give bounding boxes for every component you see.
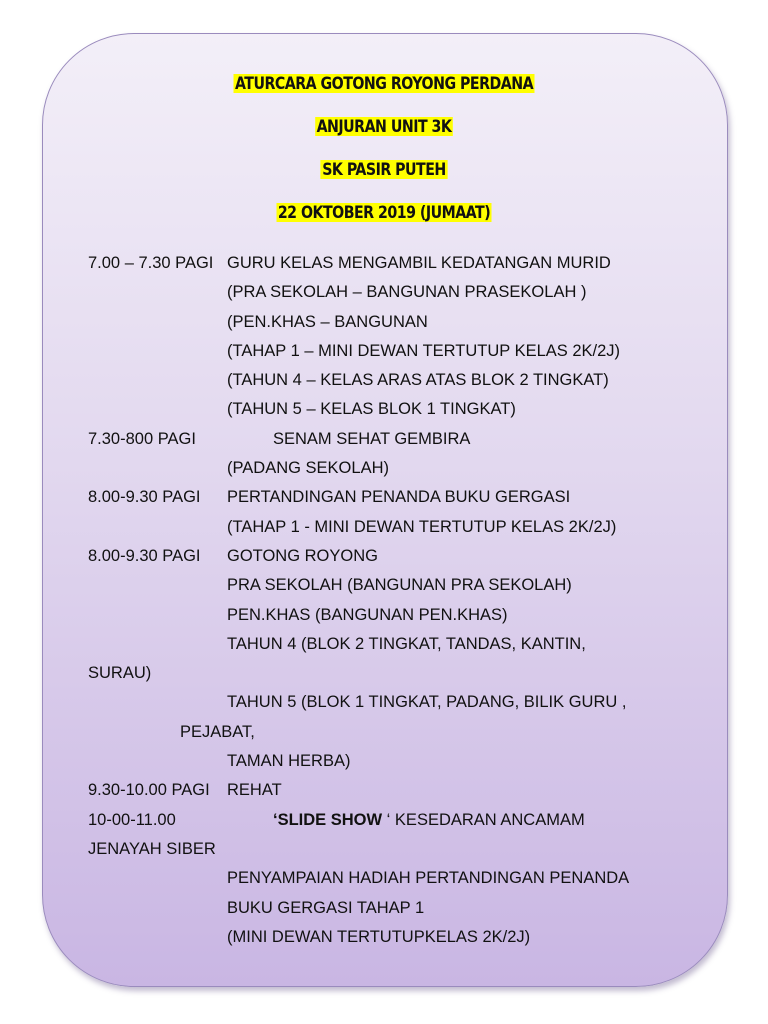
schedule-text: (TAHAP 1 - MINI DEWAN TERTUTUP KELAS 2K/2J) [227, 517, 617, 536]
title-line [54, 69, 714, 112]
schedule-text: (TAHUN 4 – KELAS ARAS ATAS BLOK 2 TINGKAT) [227, 371, 609, 390]
schedule-text: TAMAN HERBA) [227, 752, 351, 771]
schedule-line [88, 777, 708, 806]
schedule-text: (TAHAP 1 – MINI DEWAN TERTUTUP KELAS 2K/2J) [227, 341, 621, 360]
schedule-text: ‘ KESEDARAN ANCAMAM [382, 810, 585, 829]
schedule-text: SURAU) [88, 664, 152, 683]
schedule-text: (TAHUN 5 – KELAS BLOK 1 TINGKAT) [227, 400, 516, 419]
schedule-text-group [273, 807, 585, 833]
schedule-text: TAHUN 4 (BLOK 2 TINGKAT, TANDAS, KANTIN, [227, 634, 586, 653]
title-block [54, 69, 714, 241]
schedule-line [88, 396, 708, 425]
schedule-line [88, 689, 708, 718]
title-line [54, 198, 714, 241]
schedule-text: GOTONG ROYONG [227, 546, 378, 565]
schedule-text: PEN.KHAS (BANGUNAN PEN.KHAS) [227, 605, 508, 624]
schedule-line [88, 807, 708, 836]
schedule-line [88, 719, 708, 748]
schedule-line [88, 865, 708, 894]
slide-show-label: ‘SLIDE SHOW [273, 810, 383, 829]
schedule-line [88, 426, 708, 455]
schedule-text: BUKU GERGASI TAHAP 1 [227, 898, 425, 917]
title-text: 22 OKTOBER 2019 (JUMAAT) [277, 203, 491, 222]
schedule-time: 7.00 – 7.30 PAGI [88, 254, 214, 272]
schedule-text: PERTANDINGAN PENANDA BUKU GERGASI [227, 488, 571, 507]
schedule-time: 8.00-9.30 PAGI [88, 488, 201, 507]
schedule-body [88, 250, 708, 953]
schedule-time: 8.00-9.30 PAGI [88, 546, 201, 565]
schedule-line [88, 631, 708, 660]
schedule-time: 10-00-11.00 [88, 810, 176, 829]
schedule-line [88, 572, 708, 601]
schedule-line [88, 895, 708, 924]
schedule-line [88, 748, 708, 777]
schedule-text: GURU KELAS MENGAMBIL KEDATANGAN MURID [227, 254, 611, 272]
schedule-text: (PADANG SEKOLAH) [227, 459, 389, 478]
title-line [54, 112, 714, 155]
schedule-line [88, 543, 708, 572]
schedule-line [88, 250, 708, 279]
schedule-line [88, 660, 708, 689]
schedule-line [88, 836, 708, 865]
schedule-text: (PRA SEKOLAH – BANGUNAN PRASEKOLAH ) [227, 283, 587, 302]
schedule-text: (PEN.KHAS – BANGUNAN [227, 312, 428, 331]
schedule-line [88, 484, 708, 513]
title-text: ATURCARA GOTONG ROYONG PERDANA [234, 74, 534, 93]
title-text: ANJURAN UNIT 3K [316, 117, 452, 136]
schedule-line [88, 455, 708, 484]
schedule-text: TAHUN 5 (BLOK 1 TINGKAT, PADANG, BILIK GURU , [227, 693, 627, 712]
schedule-text: PRA SEKOLAH (BANGUNAN PRA SEKOLAH) [227, 576, 572, 595]
schedule-text: SENAM SEHAT GEMBIRA [273, 429, 471, 448]
title-line [54, 155, 714, 198]
schedule-text: (MINI DEWAN TERTUTUPKELAS 2K/2J) [227, 927, 531, 946]
schedule-text: JENAYAH SIBER [88, 839, 216, 858]
schedule-line [88, 367, 708, 396]
schedule-time: 9.30-10.00 PAGI [88, 781, 210, 800]
schedule-line [88, 514, 708, 543]
schedule-line [88, 338, 708, 367]
schedule-line [88, 924, 708, 953]
schedule-text: PEJABAT, [180, 722, 255, 741]
schedule-time: 7.30-800 PAGI [88, 429, 196, 448]
schedule-line [88, 309, 708, 338]
schedule-line [88, 602, 708, 631]
schedule-text: REHAT [227, 781, 282, 800]
title-text: SK PASIR PUTEH [322, 160, 446, 179]
schedule-line [88, 279, 708, 308]
schedule-text: PENYAMPAIAN HADIAH PERTANDINGAN PENANDA [227, 869, 630, 888]
